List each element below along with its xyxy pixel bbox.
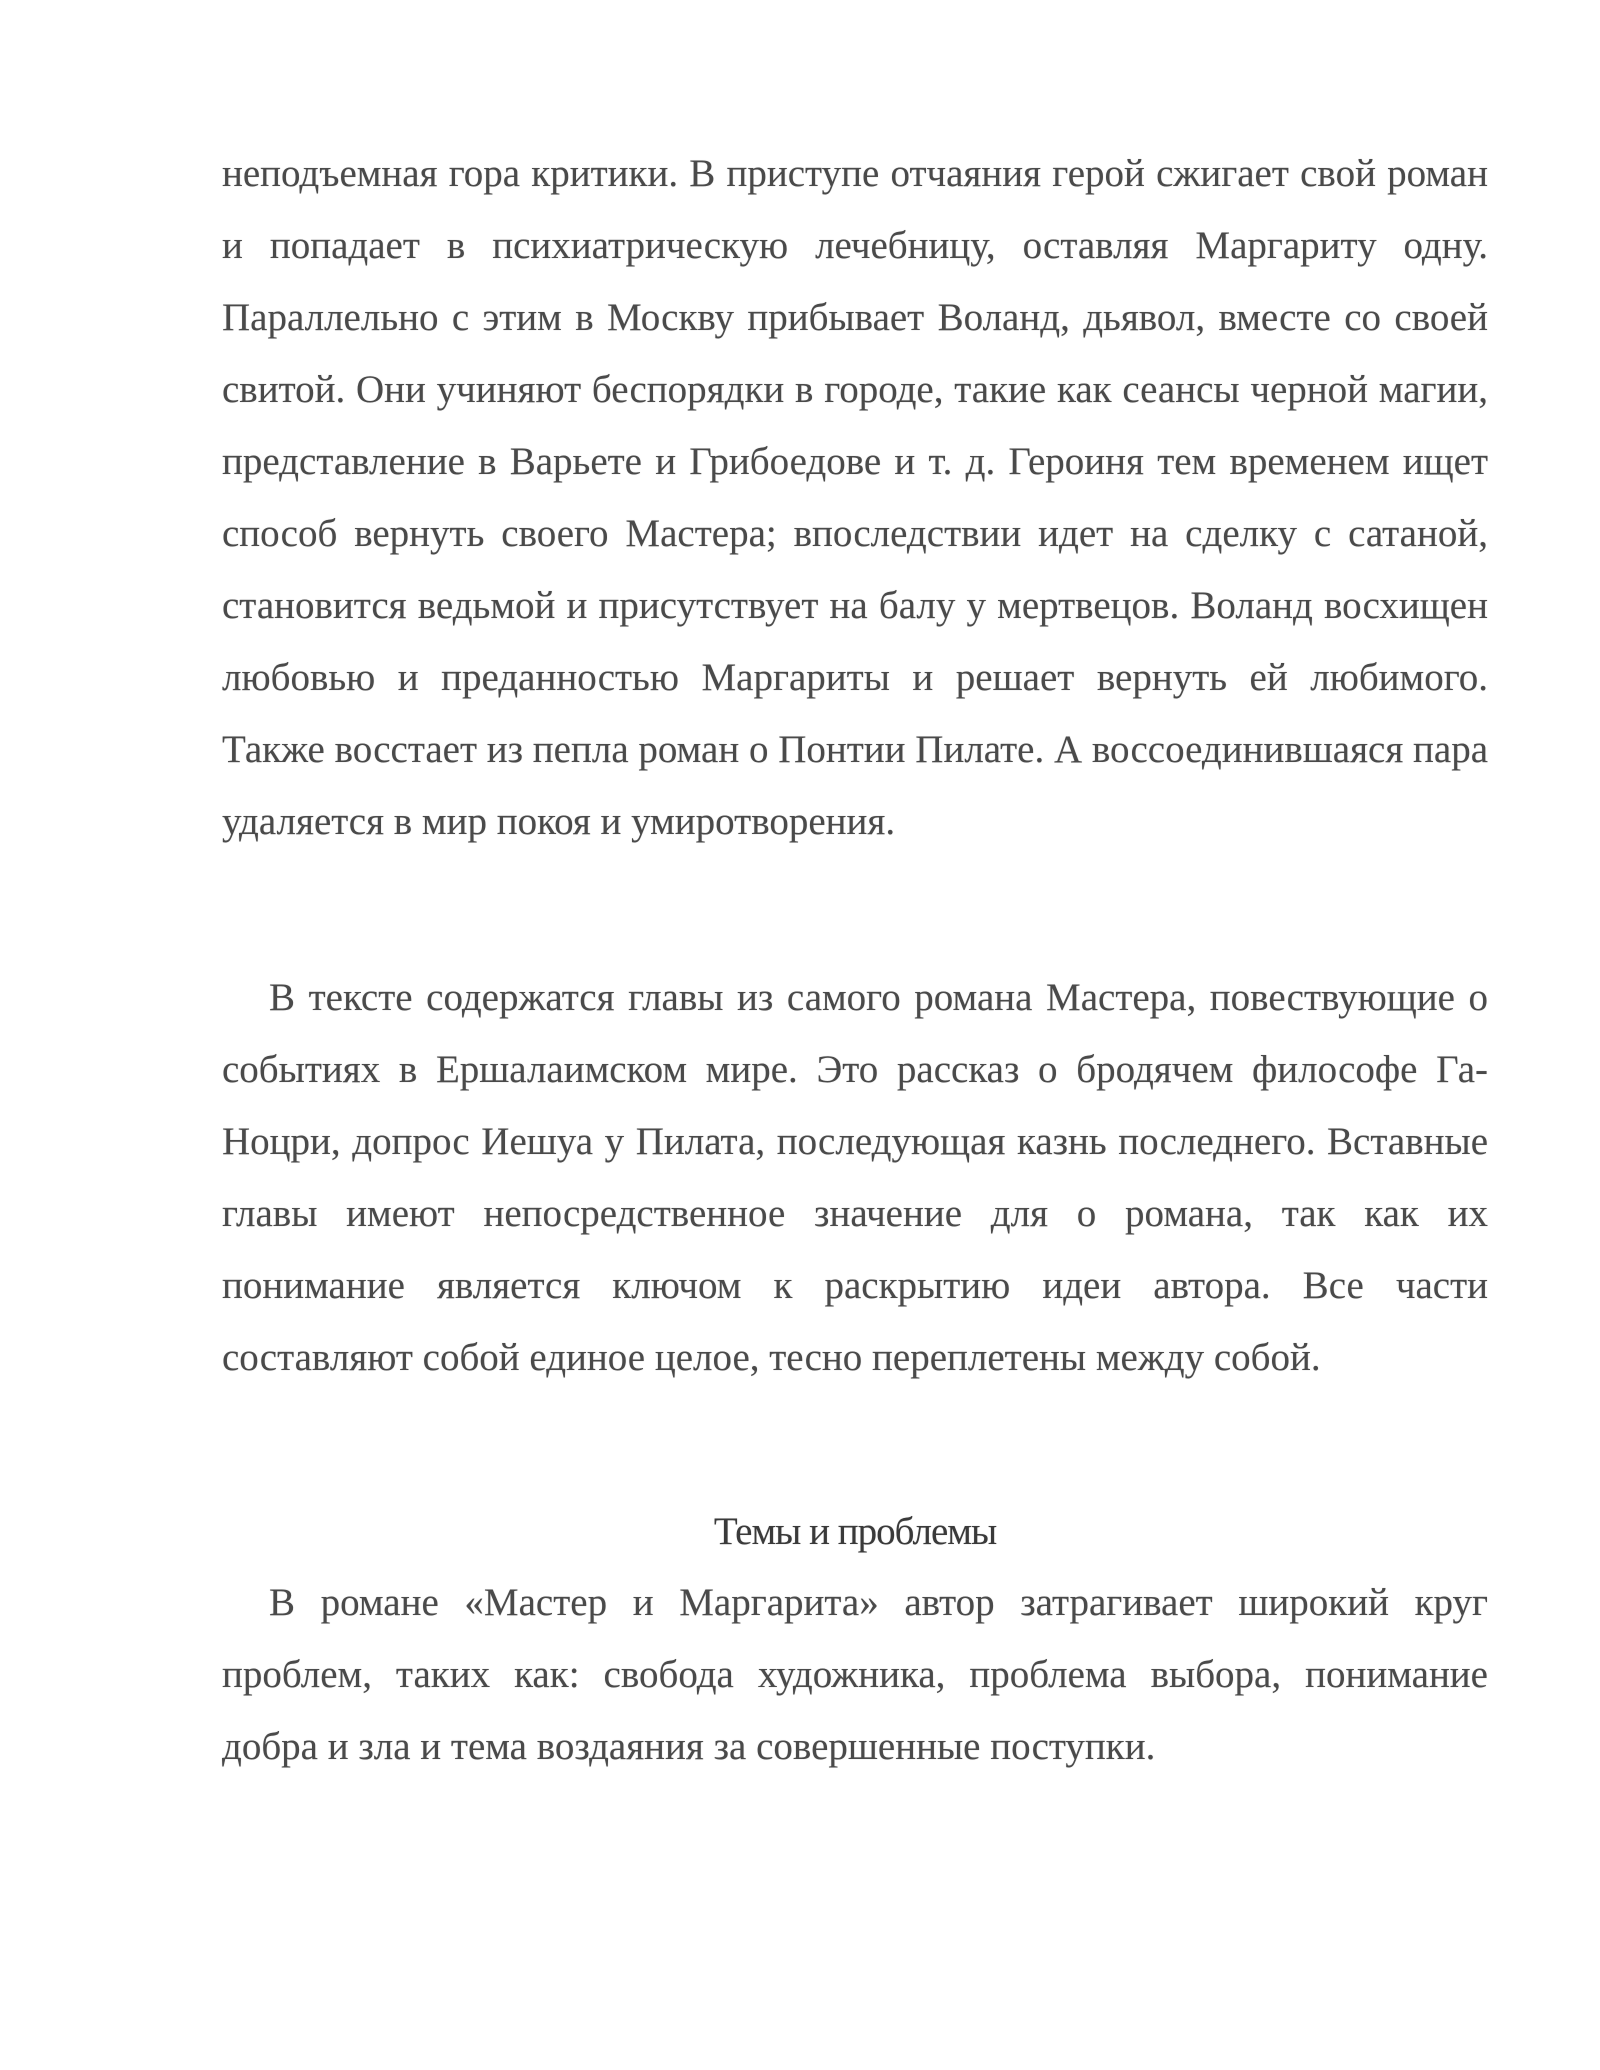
body-paragraph: неподъемная гора критики. В приступе отчаяния герой сжигает свой роман и попадает в психиатрическую лечебницу, оставляя Маргариту одну. Параллельно с этим в Москву прибывает Воланд, дьявол, вместе со своей свитой. Они учиняют беспорядки в городе, такие как сеансы черной магии, представление в Варьете и Грибоедове и т. д. Героиня тем временем ищет способ вернуть своего Мастера; впоследствии идет на сделку с сатаной, становится ведьмой и присутствует на балу у мертвецов. Воланд восхищен любовью и преданностью Маргариты и решает вернуть ей любимого. Также восстает из пепла роман о Понтии Пилате. А воссоединившаяся пара удаляется в мир покоя и умиротворения. [222,152,1489,843]
body-paragraph: В романе «Мастер и Маргарита» автор затрагивает широкий круг проблем, таких как: свобода художника, проблема выбора, понимание добра и зла и тема воздаяния за совершенные поступки. [222,1581,1488,1768]
body-paragraph: В тексте содержатся главы из самого романа Мастера, повествующие о событиях в Ершалаимском мире. Это рассказ о бродячем философе Га-Ноцри, допрос Иешуа у Пилата, последующая казнь последнего. Вставные главы имеют непосредственное значение для о романа, так как их понимание является ключом к раскрытию идеи автора. Все части составляют собой единое целое, тесно переплетены между собой. [222,976,1488,1379]
section-heading: Темы и проблемы [713,1510,997,1553]
